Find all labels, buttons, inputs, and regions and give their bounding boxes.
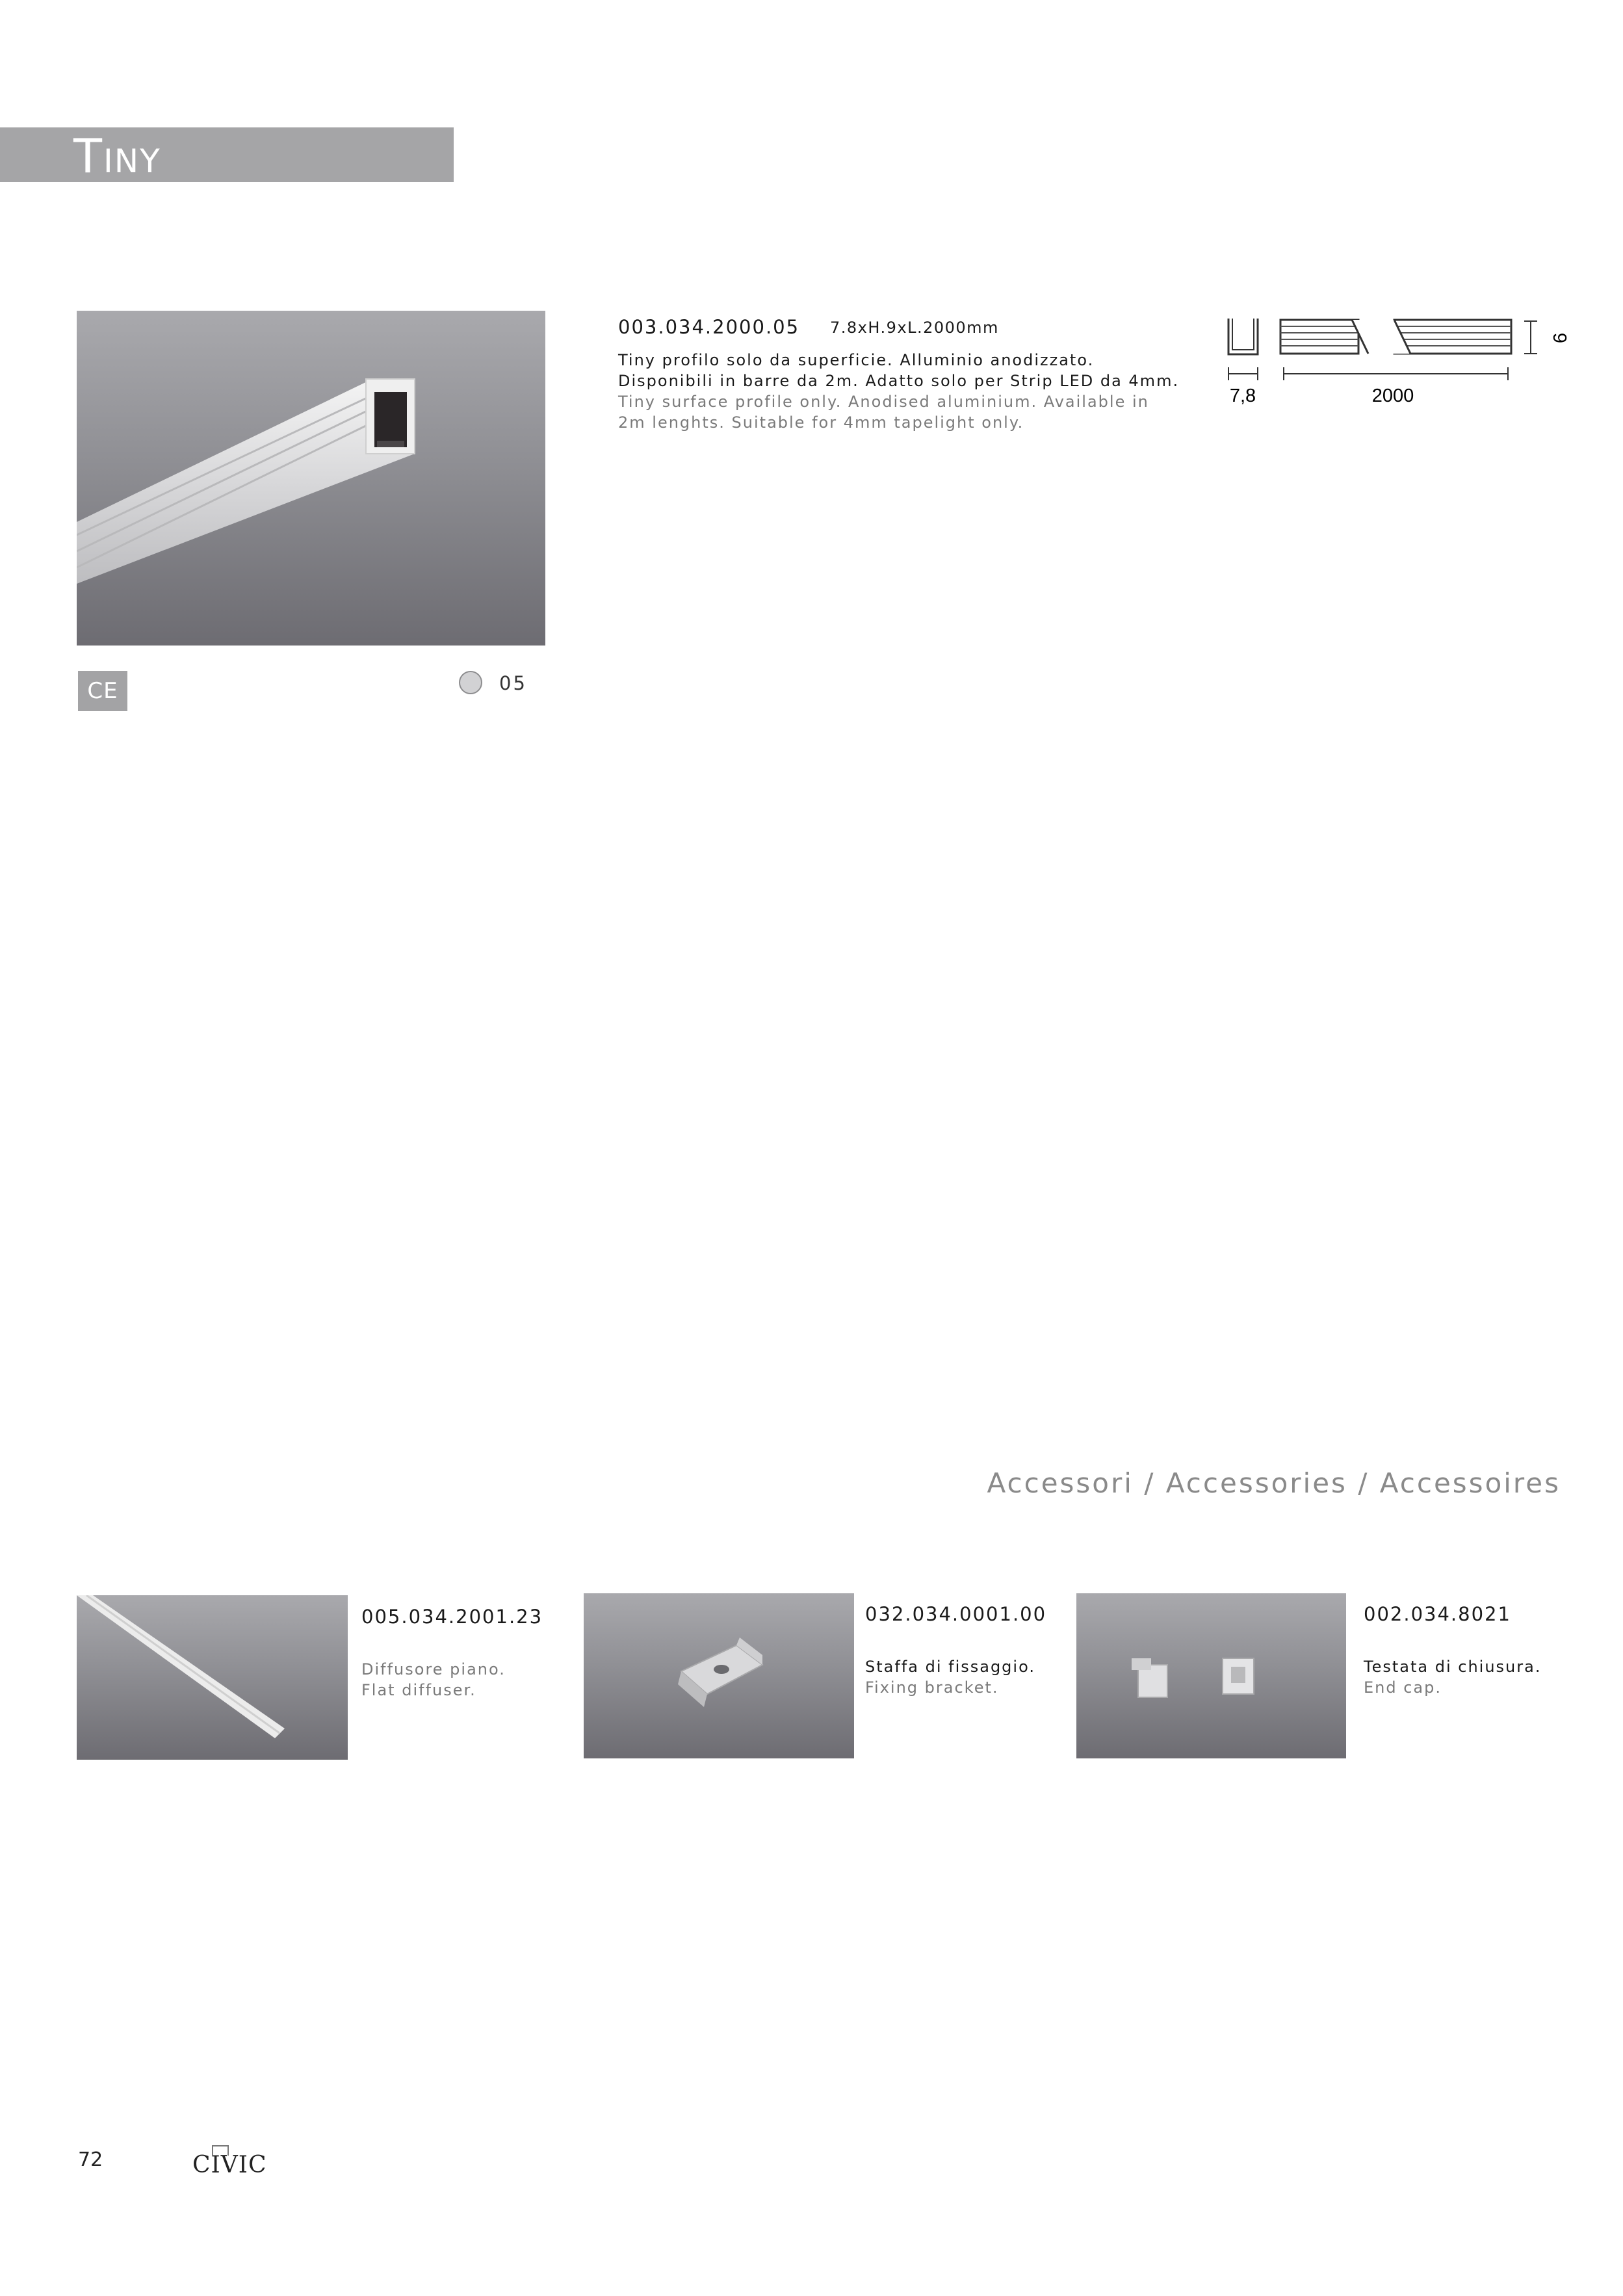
page-number: 72 <box>78 2148 103 2171</box>
finish-swatch-icon <box>459 671 482 694</box>
product-desc-it-2: Disponibili in barre da 2m. Adatto solo per Strip LED da 4mm. <box>618 372 1180 390</box>
profile-side-view-right <box>1384 320 1511 354</box>
flat-diffuser-image <box>77 1595 348 1760</box>
technical-drawing <box>1222 312 1573 429</box>
header-bar <box>0 127 454 182</box>
height-dimension-label: 9 <box>1549 332 1570 344</box>
accessory-photo-bracket <box>584 1593 854 1758</box>
accessory-code-1: 005.034.2001.23 <box>361 1606 543 1628</box>
accessories-heading: Accessori / Accessories / Accessoires <box>987 1467 1561 1499</box>
product-desc-it-1: Tiny profilo solo da superficie. Alluminio anodizzato. <box>618 351 1095 369</box>
profile-side-view-left <box>1280 320 1378 354</box>
accessory-desc-it-1: Diffusore piano. <box>361 1660 506 1678</box>
accessory-desc-en-1: Flat diffuser. <box>361 1681 476 1699</box>
brand-logo-mark <box>212 2145 229 2156</box>
accessory-code-3: 002.034.8021 <box>1364 1603 1511 1625</box>
product-desc-en-2: 2m lenghts. Suitable for 4mm tapelight only. <box>618 413 1024 432</box>
aluminium-profile-image <box>77 311 545 646</box>
accessory-desc-it-2: Staffa di fissaggio. <box>865 1658 1035 1676</box>
product-dimensions: 7.8xH.9xL.2000mm <box>830 319 999 337</box>
accessory-desc-it-3: Testata di chiusura. <box>1364 1658 1542 1676</box>
finish-code: 05 <box>499 672 527 694</box>
product-photo <box>77 311 545 646</box>
ce-mark-badge <box>78 671 127 711</box>
width-dimension-label: 7,8 <box>1229 385 1256 406</box>
product-code: 003.034.2000.05 <box>618 316 800 338</box>
accessory-photo-diffuser <box>77 1595 348 1760</box>
end-cap-image <box>1076 1593 1346 1758</box>
product-desc-en-1: Tiny surface profile only. Anodised aluminium. Available in <box>618 393 1149 411</box>
brand-logo <box>192 2145 267 2178</box>
page-title-rest: INY <box>103 142 161 180</box>
fixing-bracket-image <box>584 1593 854 1758</box>
accessory-photo-endcap <box>1076 1593 1346 1758</box>
accessory-desc-en-2: Fixing bracket. <box>865 1678 999 1697</box>
ce-mark-label: CE <box>87 678 118 704</box>
page-title <box>73 130 161 187</box>
page-title-first: T <box>73 129 103 183</box>
length-dimension-label: 2000 <box>1371 385 1414 406</box>
accessory-desc-en-3: End cap. <box>1364 1678 1442 1697</box>
accessory-code-2: 032.034.0001.00 <box>865 1603 1047 1625</box>
brand-logo-text: CIVIC <box>192 2152 267 2178</box>
